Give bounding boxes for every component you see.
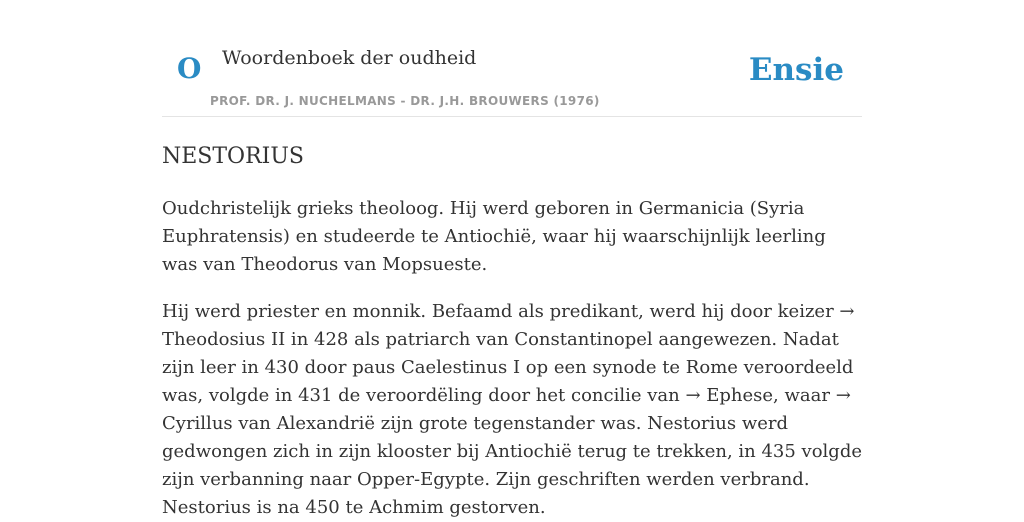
index-letter[interactable]: O (177, 52, 202, 85)
header (162, 0, 862, 117)
entry-paragraph-2: Hij werd priester en monnik. Befaamd als predikant, werd hij door keizer → Theodosius II in 428 als patriarch van Constantinopel aangewezen. Nadat zijn leer in 430 door paus Caelestinus I op een synode te Rome veroordeeld was, volgde in 431 de veroordëling door het concilie van → Ephese, waar → Cyrillus van Alexandrië zijn grote tegenstander was. Nestorius werd gedwongen zich in zijn klooster bij Antiochië terug te trekken, in 435 volgde zijn verbanning naar Opper-Egypte. Zijn geschriften werden verbrand. Nestorius is na 450 te Achmim gestorven. (162, 301, 862, 518)
dictionary-authors: PROF. DR. J. NUCHELMANS - DR. J.H. BROUWERS (1976) (210, 94, 600, 108)
entry-paragraph-1: Oudchristelijk grieks theoloog. Hij werd geboren in Germanicia (Syria Euphratensis) en studeerde te Antiochië, waar hij waarschijnlijk leerling was van Theodorus van Mopsueste. (162, 198, 826, 275)
ensie-logo[interactable]: Ensie (748, 52, 844, 88)
dictionary-title[interactable]: Woordenboek der oudheid (222, 47, 477, 69)
entry-body (162, 195, 862, 522)
page (162, 0, 862, 518)
entry-title: NESTORIUS (162, 144, 304, 169)
